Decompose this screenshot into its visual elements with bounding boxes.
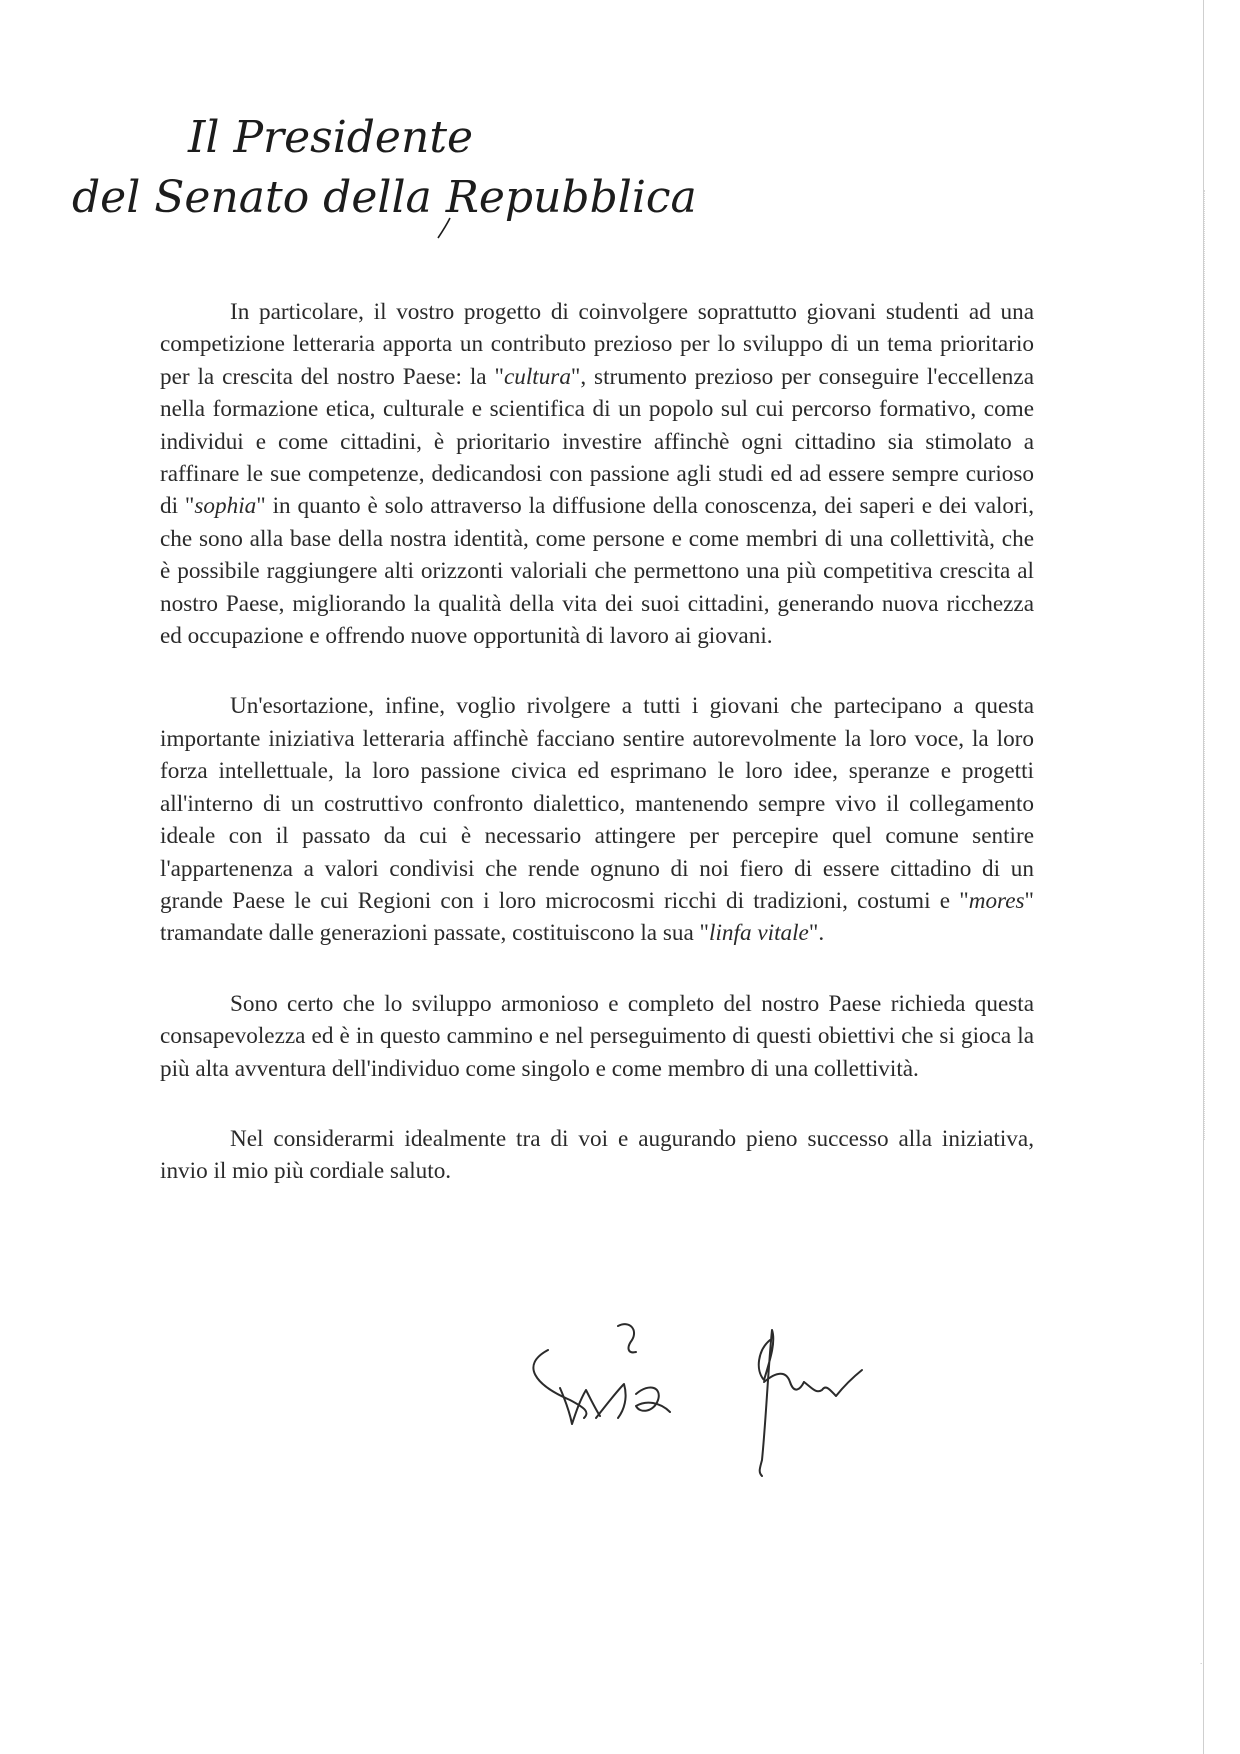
paragraph-1 xyxy=(160,296,1034,652)
scan-edge-dots xyxy=(1204,190,1206,1140)
scan-corner-mark: · xyxy=(1200,1660,1203,1668)
letter-body xyxy=(160,296,1034,1188)
paragraph-text: Un'esortazione, infine, voglio rivolgere a tutti i giovani che partecipano a questa importante iniziativa letteraria affinchè facciano sentire autorevolmente la loro voce, la loro forza intellettuale, la loro passione civica ed esprimano le loro idee, speranze e progetti all'interno di un costruttivo confronto dialettico, mantenendo sempre vivo il collegamento ideale con il passato da cui è necessario attingere per percepire quel comune sentire l'appartenenza a valori condivisi che rende ognuno di noi fiero di essere cittadino di un grande Paese le cui Regioni con i loro microcosmi ricchi di tradizioni, costumi e " xyxy=(160,693,1034,914)
letterhead-line-1: Il Presidente xyxy=(188,112,474,163)
paragraph-4 xyxy=(160,1123,1034,1188)
signature xyxy=(500,1290,980,1480)
emphasis-cultura: cultura xyxy=(503,363,571,390)
paragraph-2 xyxy=(160,690,1034,949)
emphasis-sophia: sophia xyxy=(194,493,257,520)
handwritten-signature-icon xyxy=(500,1290,980,1480)
letterhead xyxy=(70,100,697,230)
paragraph-text: ". xyxy=(808,920,825,947)
letterhead-line-2: del Senato della Repubblica xyxy=(72,172,697,223)
paragraph-text: " tramandate dalle generazioni passate, costituiscono la sua " xyxy=(160,887,1034,947)
paragraph-text: " in quanto è solo attraverso la diffusione della conoscenza, dei saperi e dei valori, che sono alla base della nostra identità, come persone e come membri di una collettività, che è possibile raggiungere alti orizzonti valoriali che permettono una più competitiva crescita al nostro Paese, migliorando la qualità della vita dei suoi cittadini, generando nuova ricchezza ed occupazione e offrendo nuove opportunità di lavoro ai giovani. xyxy=(160,493,1034,650)
paragraph-text: In particolare, il vostro progetto di coinvolgere soprattutto giovani studenti ad una competizione letteraria apporta un contributo prezioso per lo sviluppo di un tema prioritario per la crescita del nostro Paese: la " xyxy=(160,299,1034,390)
paragraph-text: Sono certo che lo sviluppo armonioso e completo del nostro Paese richieda questa consapevolezza ed è in questo cammino e nel perseguimento di questi obiettivi che si gioca la più alta avventura dell'individuo come singolo e come membro di una collettività. xyxy=(160,990,1034,1082)
paragraph-text: ", strumento prezioso per conseguire l'eccellenza nella formazione etica, culturale e scientifica di un popolo sul cui percorso formativo, come individui e come cittadini, è prioritario investire affinchè ogni cittadino sia stimolato a raffinare le sue competenze, dedicandosi con passione agli studi ed ad essere sempre curioso di " xyxy=(160,363,1034,520)
letterhead-script xyxy=(70,100,697,230)
paragraph-3 xyxy=(160,988,1034,1085)
emphasis-mores: mores xyxy=(968,887,1025,914)
paragraph-text: Nel considerarmi idealmente tra di voi e augurando pieno successo alla iniziativa, invio il mio più cordiale saluto. xyxy=(160,1125,1034,1185)
emphasis-linfa-vitale: linfa vitale xyxy=(709,920,809,947)
